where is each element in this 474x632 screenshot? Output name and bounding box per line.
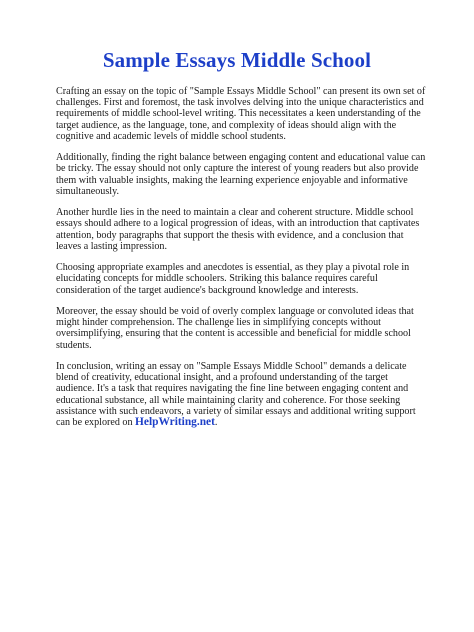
paragraph-balance: Additionally, finding the right balance between engaging content and educational value can be tricky. The essay should not only capture the interest of young readers but also provide them with valuable insights, making the learning experience enjoyable and informative simultaneously. [56, 152, 426, 197]
paragraph-structure: Another hurdle lies in the need to maintain a clear and coherent structure. Middle school essays should adhere to a logical progression of ideas, with an introduction that captivates attention, body paragraphs that support the thesis with evidence, and a conclusion that leaves a lasting impression. [56, 207, 420, 252]
paragraph-intro: Crafting an essay on the topic of "Sample Essays Middle School" can present its own set of challenges. First and foremost, the task involves delving into the unique characteristics and requirements of middle school-level writing. This necessitates a keen understanding of the target audience, as the language, tone, and complexity of ideas should align with the cognitive and academic levels of middle school students. [56, 86, 426, 142]
helpwriting-link[interactable]: HelpWriting.net [135, 416, 215, 429]
paragraph-conclusion [56, 361, 428, 428]
conclusion-text: In conclusion, writing an essay on "Sample Essays Middle School" demands a delicate blend of creativity, educational insight, and a profound understanding of the target audience. It's a task that requires navigating the fine line between engaging content and educational substance, all while maintaining clarity and coherence. For those seeking assistance with such endeavors, a variety of similar essays and additional writing support can be explored on [56, 361, 416, 429]
paragraph-language: Moreover, the essay should be void of overly complex language or convoluted ideas that might hinder comprehension. The challenge lies in simplifying concepts without oversimplifying, ensuring that the content is accessible and beneficial for middle school students. [56, 306, 414, 351]
document-title: Sample Essays Middle School [102, 48, 372, 72]
document-body [56, 86, 428, 438]
paragraph-examples: Choosing appropriate examples and anecdotes is essential, as they play a pivotal role in elucidating concepts for middle schoolers. Striking this balance requires careful consideration of the target audience's background knowledge and interests. [56, 262, 410, 296]
conclusion-end-punct: . [214, 417, 218, 429]
